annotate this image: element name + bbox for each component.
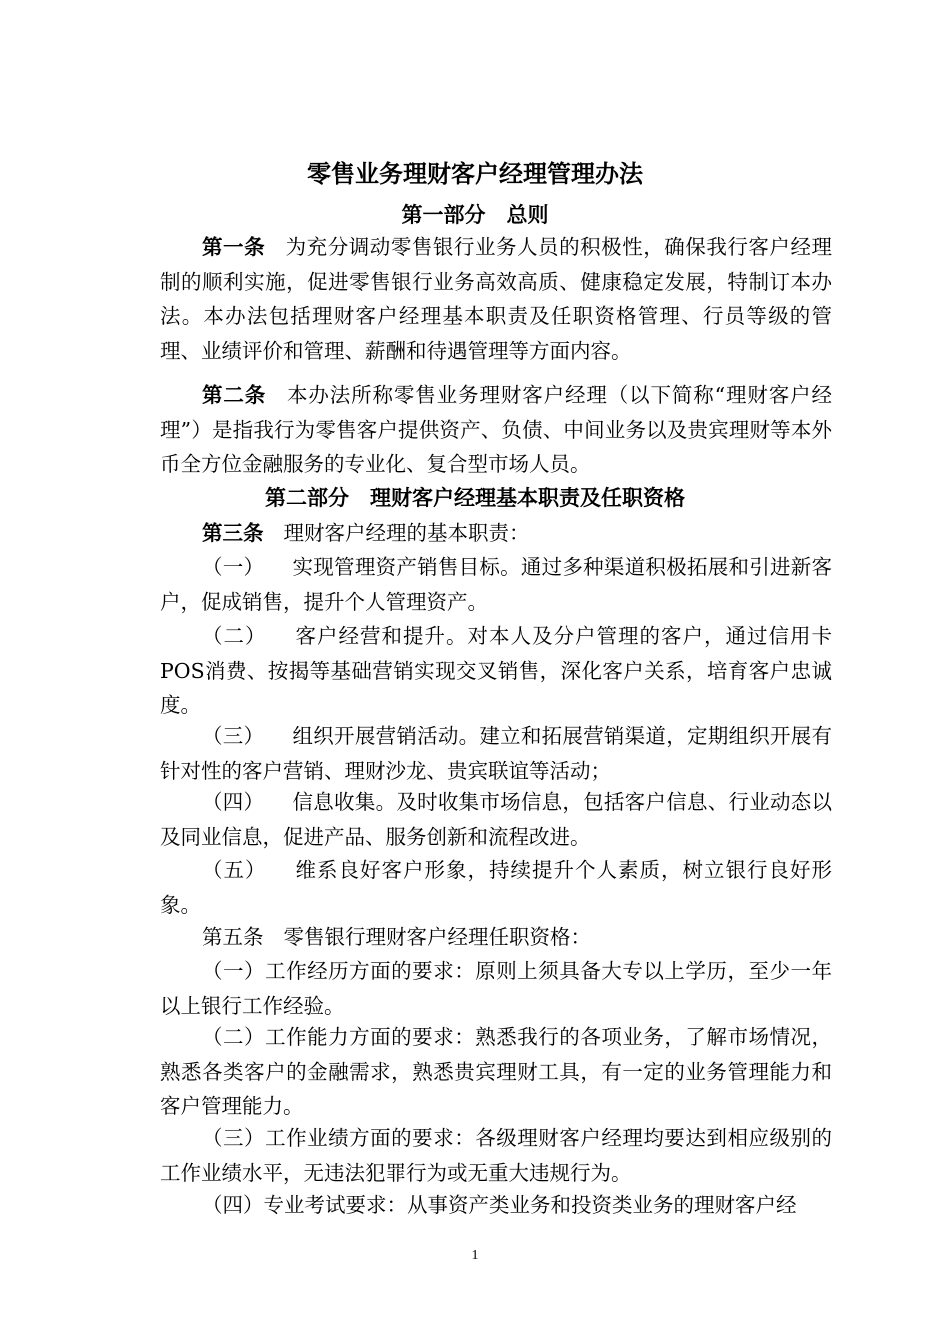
article-2-label: 第二条 xyxy=(202,383,267,407)
duty-item xyxy=(160,719,832,788)
duty-label: （四） xyxy=(202,790,265,814)
article-1-label: 第一条 xyxy=(202,235,266,259)
article-5-text: 零售银行理财客户经理任职资格： xyxy=(283,925,591,949)
qualification-text: 专业考试要求：从事资产类业务和投资类业务的理财客户经 xyxy=(263,1193,797,1217)
qualification-label: （四） xyxy=(202,1193,264,1217)
part1-heading: 第一部分 总则 xyxy=(401,202,549,227)
qualification-label: （一） xyxy=(202,959,266,983)
duty-text: 客户经营和提升。对本人及分户管理的客户，通过信用卡POS消费、按揭等基础营销实现交叉销售，深化客户关系，培育客户忠诚度。 xyxy=(160,624,832,717)
duty-text: 维系良好客户形象，持续提升个人素质，树立银行良好形象。 xyxy=(160,858,832,917)
duty-text: 信息收集。及时收集市场信息，包括客户信息、行业动态以及同业信息，促进产品、服务创新和流程改进。 xyxy=(160,790,833,849)
duty-item xyxy=(160,619,832,723)
qualification-text: 工作经历方面的要求：原则上须具备大专以上学历，至少一年以上银行工作经验。 xyxy=(160,959,833,1018)
qualification-item xyxy=(160,1020,832,1124)
duty-label: （三） xyxy=(202,724,265,748)
document-title: 零售业务理财客户经理管理办法 xyxy=(307,159,643,188)
qualification-text: 工作能力方面的要求：熟悉我行的各项业务，了解市场情况，熟悉各类客户的金融需求，熟悉贵宾理财工具，有一定的业务管理能力和客户管理能力。 xyxy=(160,1025,833,1118)
duty-text: 组织开展营销活动。建立和拓展营销渠道，定期组织开展有针对性的客户营销、理财沙龙、贵宾联谊等活动； xyxy=(160,724,833,783)
qualification-label: （三） xyxy=(202,1126,266,1150)
duty-item xyxy=(160,853,832,922)
article-2 xyxy=(160,378,832,482)
page-number: 1 xyxy=(471,1248,479,1263)
qualification-item xyxy=(160,954,832,1023)
duty-item xyxy=(160,785,832,854)
article-3-text: 理财客户经理的基本职责： xyxy=(283,521,530,545)
duty-text: 实现管理资产销售目标。通过多种渠道积极拓展和引进新客户，促成销售，提升个人管理资产。 xyxy=(160,555,833,614)
article-3 xyxy=(160,516,832,551)
qualification-text: 工作业绩方面的要求：各级理财客户经理均要达到相应级别的工作业绩水平，无违法犯罪行为或无重大违规行为。 xyxy=(160,1126,833,1185)
article-5-label: 第五条 xyxy=(202,925,264,949)
part2-heading: 第二部分 理财客户经理基本职责及任职资格 xyxy=(265,485,685,510)
duty-label: （一） xyxy=(202,555,265,579)
article-1-text: 为充分调动零售银行业务人员的积极性，确保我行客户经理制的顺利实施，促进零售银行业务高效高质、健康稳定发展，特制订本办法。本办法包括理财客户经理基本职责及任职资格管理、行员等级的管理、业绩评价和管理、薪酬和待遇管理等方面内容。 xyxy=(160,235,833,363)
article-1 xyxy=(160,230,832,368)
article-5 xyxy=(160,920,832,955)
qualification-item xyxy=(160,1188,832,1223)
article-3-label: 第三条 xyxy=(202,521,264,545)
qualification-label: （二） xyxy=(202,1025,266,1049)
article-2-text: 本办法所称零售业务理财客户经理（以下简称“理财客户经理”）是指我行为零售客户提供资产、负债、中间业务以及贵宾理财等本外币全方位金融服务的专业化、复合型市场人员。 xyxy=(160,383,832,476)
qualification-item xyxy=(160,1121,832,1190)
duty-label: （五） xyxy=(202,858,267,882)
duty-label: （二） xyxy=(202,624,267,648)
duty-item xyxy=(160,550,832,619)
